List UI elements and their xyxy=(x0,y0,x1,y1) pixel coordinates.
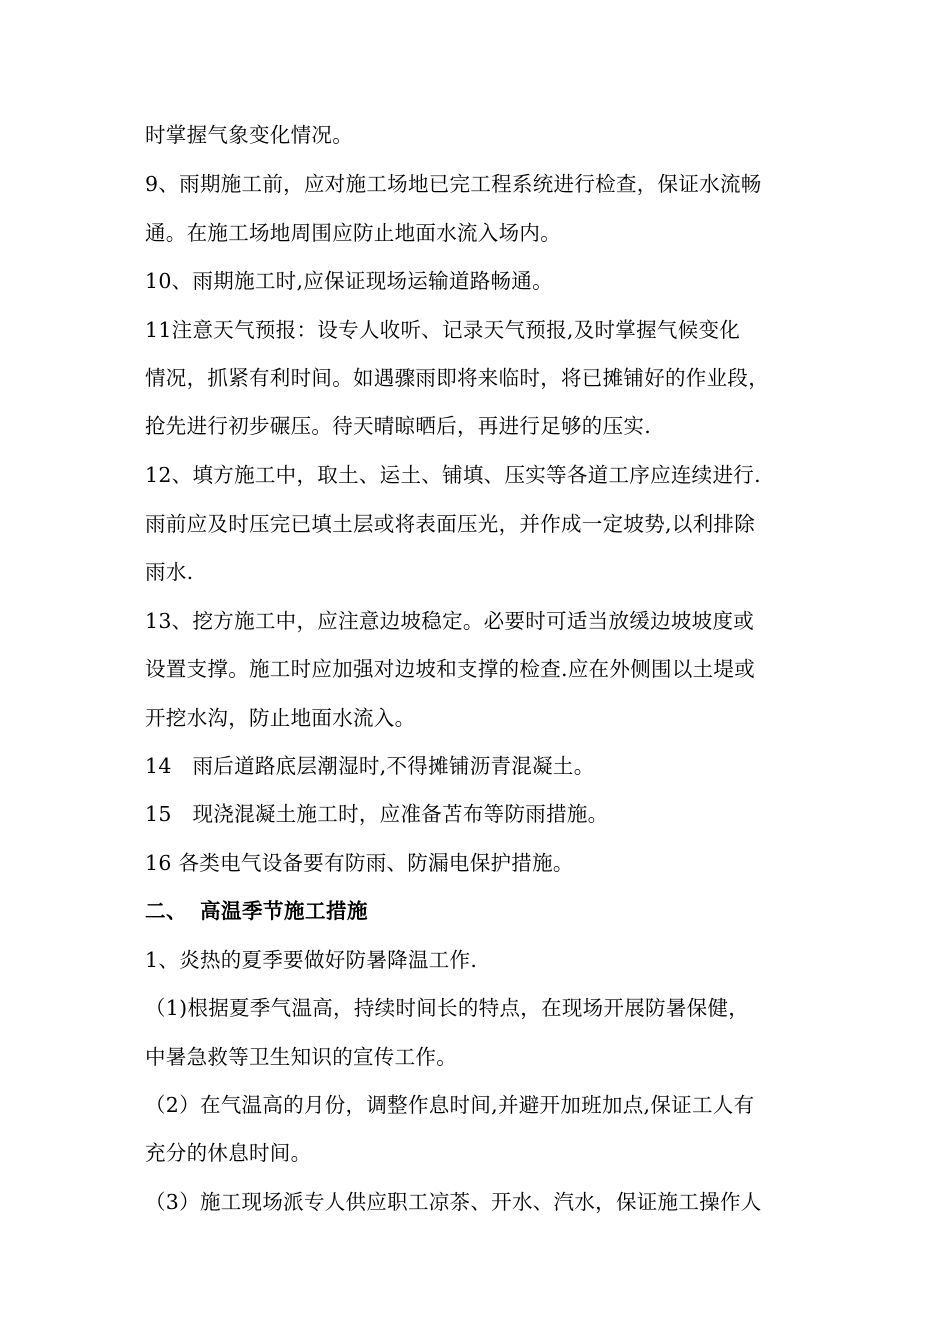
text-line: （1)根据夏季气温高，持续时间长的特点，在现场开展防暑保健， xyxy=(145,996,750,1020)
text-line: 9、雨期施工前，应对施工场地已完工程系统进行检查，保证水流畅 xyxy=(145,172,762,196)
text-line: 雨前应及时压完已填土层或将表面压光，并作成一定坡势,以利排除 xyxy=(145,512,756,536)
text-line: 1、炎热的夏季要做好防暑降温工作. xyxy=(145,948,478,972)
text-line: 中暑急救等卫生知识的宣传工作。 xyxy=(145,1045,457,1069)
text-line: 10、雨期施工时,应保证现场运输道路畅通。 xyxy=(145,269,553,293)
text-line: 时掌握气象变化情况。 xyxy=(145,123,353,147)
text-line: 雨水. xyxy=(145,560,194,584)
text-line: 14 雨后道路底层潮湿时,不得摊铺沥青混凝土。 xyxy=(145,754,595,778)
section-heading xyxy=(145,896,825,926)
section-number: 二、 xyxy=(145,899,187,923)
text-line: （2）在气温高的月份，调整作息时间,并避开加班加点,保证工人有 xyxy=(145,1093,755,1117)
text-line: 抢先进行初步碾压。待天晴晾晒后，再进行足够的压实. xyxy=(145,414,652,438)
text-line: 通。在施工场地周围应防止地面水流入场内。 xyxy=(145,221,561,245)
text-line: 充分的休息时间。 xyxy=(145,1141,312,1165)
section-title: 高温季节施工措施 xyxy=(200,899,368,923)
text-line: 16 各类电气设备要有防雨、防漏电保护措施。 xyxy=(145,851,574,875)
text-line: 情况，抓紧有利时间。如遇骤雨即将来临时，将已摊铺好的作业段， xyxy=(145,366,769,390)
text-line: 12、填方施工中，取土、运土、铺填、压实等各道工序应连续进行. xyxy=(145,463,761,487)
text-line: 11注意天气预报：设专人收听、记录天气预报,及时掌握气候变化 xyxy=(145,318,741,342)
text-line: 开挖水沟，防止地面水流入。 xyxy=(145,706,416,730)
text-line: 15 现浇混凝土施工时，应准备苫布等防雨措施。 xyxy=(145,802,609,826)
text-line: （3）施工现场派专人供应职工凉茶、开水、汽水，保证施工操作人 xyxy=(145,1190,762,1214)
text-line: 13、挖方施工中，应注意边坡稳定。必要时可适当放缓边坡坡度或 xyxy=(145,609,755,633)
text-line: 设置支撑。施工时应加强对边坡和支撑的检查.应在外侧围以土堤或 xyxy=(145,657,756,681)
